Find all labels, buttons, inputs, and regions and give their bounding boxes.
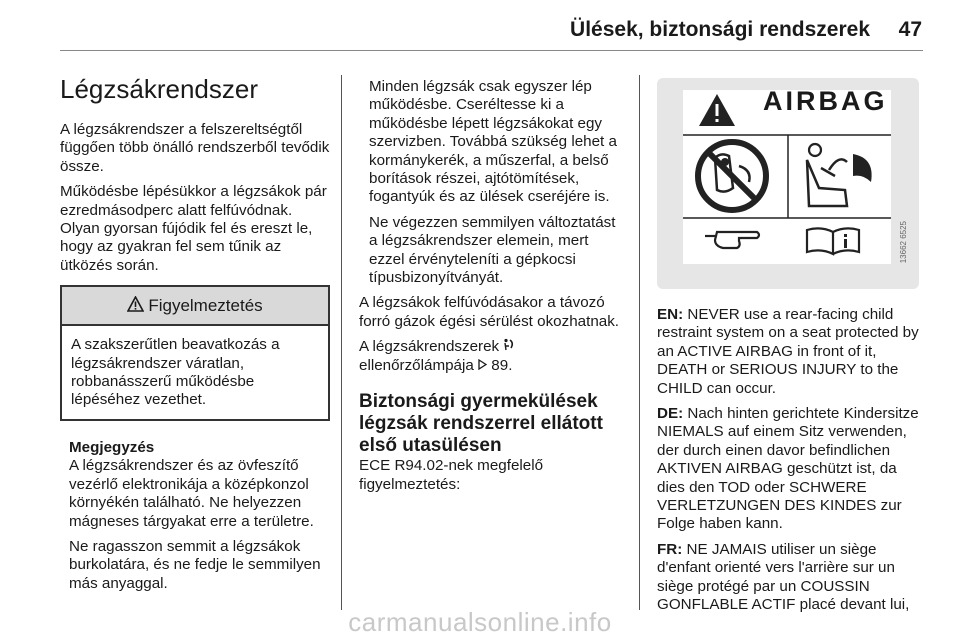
note-title: Megjegyzés	[69, 438, 155, 456]
paragraph: A légzsákok felfúvódásakor a távozó forró gázok égési sérülést okozhatnak.	[359, 294, 620, 330]
note-text: A légzsákrendszer és az övfeszítő vezérlő elektronikája a középkonzol környékén található. Ne helyezzen mágneses tárgyakat erre a területre.	[69, 457, 314, 530]
paragraph: Minden légzsák csak egyszer lép működésbe. Cseréltesse ki a működésbe lépett légzsákokat egy szervizben. Továbbá szükség lehet a kormánykerék, a műszerfal, a belső borítások részei, ajtótömítések, fogantyúk és az ülések cseréjére is.	[369, 78, 617, 206]
header-divider	[60, 50, 923, 51]
airbag-icon	[503, 338, 515, 355]
column-divider-1	[341, 75, 342, 610]
page-reference-link[interactable]: 89.	[491, 356, 513, 374]
warning-text: Nach hinten gerichtete Kindersitze NIEMALS auf einem Sitz verwenden, der durch einen davor befindlichen AKTIVEN AIRBAG geschützt ist, da dies den TOD oder SCHWERE VERLETZUNGEN DES KINDES zur Folge haben kann.	[657, 405, 919, 533]
lang-code: FR:	[657, 540, 683, 558]
page-number: 47	[898, 18, 922, 41]
column-2	[359, 78, 627, 501]
fr-warning	[657, 541, 923, 615]
indented-block	[359, 78, 627, 287]
airbag-warning-label-figure	[657, 78, 919, 289]
column-divider-2	[639, 75, 640, 610]
watermark: carmanualsonline.info	[348, 607, 612, 637]
warning-text: A szakszerűtlen beavatkozás a légzsákrendszer váratlan, robbanásszerű működésbe lépéséhez vezethet.	[71, 336, 280, 409]
figure-code: 13662 6525	[898, 220, 908, 263]
en-warning	[657, 306, 923, 398]
page-reference-icon	[478, 357, 491, 374]
section-title: Légzsákrendszer	[60, 74, 258, 104]
subheading: Biztonsági gyermekülések légzsák rendszerrel ellátott első utasülésen	[359, 391, 603, 457]
paragraph	[359, 338, 627, 375]
paragraph: Ne ragasszon semmit a légzsákok burkolatára, és ne fedje le semmilyen más anyaggal.	[69, 537, 321, 592]
lang-code: DE:	[657, 405, 684, 423]
column-3	[657, 78, 923, 622]
warning-header	[62, 287, 328, 326]
paragraph: Működésbe lépésükkor a légzsákok pár ezredmásodperc alatt felfúvódnak. Olyan gyorsan fújódik fel és ereszt le, hogy az gyakran fel sem tűnik az ütközés során.	[60, 183, 327, 274]
warning-box	[60, 285, 330, 421]
paragraph-text: ellenőrzőlámpája	[359, 356, 474, 374]
warning-triangle-icon	[127, 296, 144, 316]
paragraph: Ne végezzen semmilyen változtatást a légzsákrendszer elemein, mert ezzel érvényteleníti a gépkocsi típusbizonyítványát.	[369, 213, 616, 287]
page-header	[0, 18, 960, 48]
warning-title: Figyelmeztetés	[148, 295, 263, 315]
lang-code: EN:	[657, 306, 684, 323]
note-block	[60, 439, 330, 593]
header-title: Ülések, biztonsági rendszerek	[570, 18, 870, 41]
de-warning	[657, 405, 923, 534]
warning-text: NEVER use a rear-facing child restraint system on a seat protected by an ACTIVE AIRBAG in front of it, DEATH or SERIOUS INJURY to the CHILD can occur.	[657, 306, 919, 397]
figure-airbag-label: AIRBAG	[763, 86, 888, 116]
paragraph: A légzsákrendszer a felszereltségtől függően több önálló rendszerből tevődik össze.	[60, 121, 330, 175]
column-1	[60, 62, 330, 600]
paragraph-text: A légzsákrendszerek	[359, 338, 500, 356]
warning-text: NE JAMAIS utiliser un siège d'enfant orienté vers l'arrière sur un siège protégé par un COUSSIN GONFLABLE ACTIF placé devant lui,	[657, 540, 910, 614]
paragraph: ECE R94.02-nek megfelelő figyelmeztetés:	[359, 457, 544, 493]
